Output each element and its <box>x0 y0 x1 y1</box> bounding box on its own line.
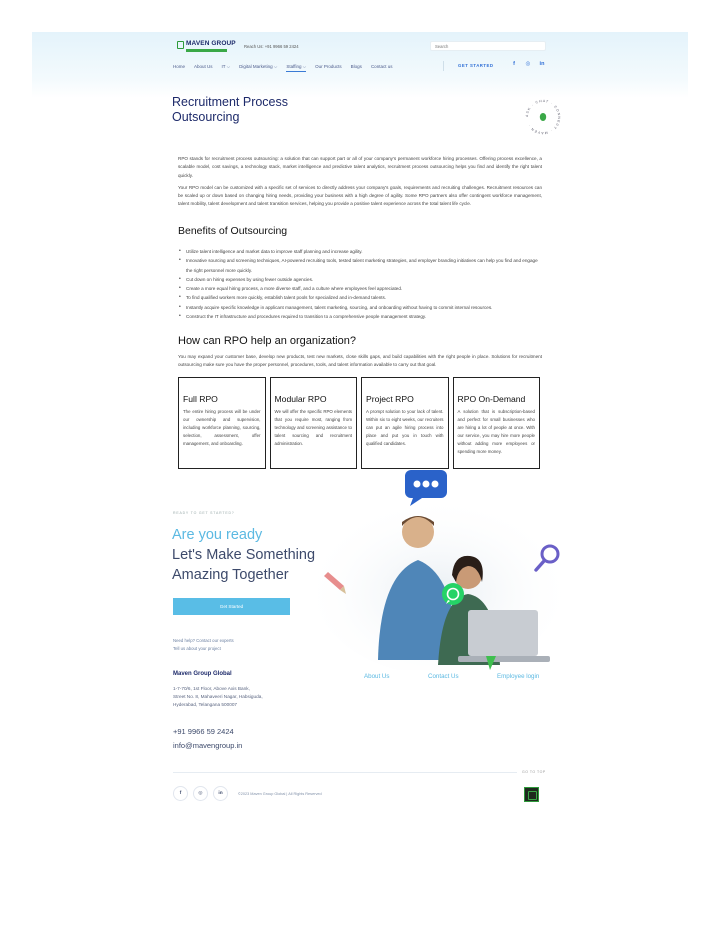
search-input[interactable] <box>430 41 546 51</box>
card-body: A solution that is subscription-based and perfect for small businesses who are hiring a lot of people at once. With our service, you may hire more people without adding more employees or spending more money. <box>457 409 535 454</box>
header-social-links <box>511 61 545 67</box>
card-full-rpo <box>178 377 266 469</box>
rpo-model-cards <box>178 377 540 469</box>
logo-text: MAVEN GROUP <box>186 40 236 47</box>
need-help-line2: Tell us about your project <box>173 646 221 651</box>
list-item: • Construct the IT infrastructure and procedures required to transition to a comprehensive people management strategy. <box>178 312 542 321</box>
site-header <box>32 32 688 98</box>
whatsapp-icon[interactable] <box>442 583 464 605</box>
nav-about-us[interactable]: About Us <box>194 64 213 69</box>
badge-circular-text: ASK · CHAT · CONNECT · MAVEN · <box>524 98 562 136</box>
linkedin-icon[interactable]: in <box>213 786 228 801</box>
list-item: • Instantly acquire specific knowledge in applicant management, talent marketing, sourcing, and onboarding without having to commit internal resources. <box>178 303 542 312</box>
need-help-line1[interactable]: Need help? Contact our experts <box>173 638 234 643</box>
card-rpo-on-demand <box>453 377 541 469</box>
nav-it[interactable]: IT ⌵ <box>221 64 231 69</box>
page-title-line1: Recruitment Process <box>172 95 289 109</box>
card-title: Modular RPO <box>274 394 327 404</box>
instagram-icon[interactable]: ◎ <box>193 786 208 801</box>
card-project-rpo <box>361 377 449 469</box>
cta-headline-3: Amazing Together <box>172 567 289 583</box>
logo-mark-icon <box>177 41 184 49</box>
rpo-help-section <box>178 335 542 370</box>
cta-headline-1: Are you ready <box>172 527 263 543</box>
logo-underline <box>186 49 227 52</box>
benefits-section <box>178 225 542 321</box>
footer-divider <box>173 772 517 773</box>
reach-us-phone[interactable]: Reach Us: +91 9966 59 2424 <box>244 44 299 49</box>
facebook-icon[interactable]: f <box>513 61 515 67</box>
facebook-icon[interactable]: f <box>173 786 188 801</box>
copyright-text: ©2023 Maven Group Global | All Rights Reserved <box>238 792 322 796</box>
list-item: • Cut down on hiring expenses by using fewer outside agencies. <box>178 275 542 284</box>
page-title-line2: Outsourcing <box>172 110 240 124</box>
cta-headline-2: Let's Make Something <box>172 547 316 563</box>
benefits-list <box>178 247 542 321</box>
list-item: • Utilize talent intelligence and market data to improve staff planning and increase agility. <box>178 247 542 256</box>
rpo-help-heading: How can RPO help an organization? <box>178 335 356 347</box>
ready-tagline: READY TO GET STARTED? <box>173 511 235 515</box>
main-nav <box>173 62 392 72</box>
nav-divider <box>443 61 444 71</box>
footer-link-contact-us[interactable]: Contact Us <box>428 673 459 680</box>
card-title: RPO On-Demand <box>457 394 526 404</box>
people-at-laptop-illustration <box>318 470 578 670</box>
footer-email[interactable]: info@mavengroup.in <box>173 741 243 750</box>
nav-blogs[interactable]: Blogs <box>350 64 362 69</box>
intro-paragraph-2: Your RPO model can be customized with a specific set of services to directly address your company's goals, requirements and recruiting challenges. Recruitment resources can be scaled up or down based on changing hiring needs, providing your business with a high degree of agility. Some RPO partners also offer contingent workforce management, talent mobility, talent development and talent transition services, helping you provide a positive talent experience across the total talent life cycle. <box>178 184 542 207</box>
card-body: A prompt solution to your lack of talent. Within six to eight weeks, our recruiters can put an agile hiring process into place and put you in touch with qualified candidates. <box>366 409 444 446</box>
badge-leaf-icon <box>540 113 546 121</box>
nav-digital-marketing[interactable]: Digital Marketing ⌵ <box>239 64 278 69</box>
footer-address: 1-7-70/6, 1st Floor, Above Axis Bank, Street No. 8, Mahaveeri Nagar, Habsiguda, Hyderabad, Telangana 500007 <box>173 686 263 707</box>
card-title: Full RPO <box>183 394 218 404</box>
nav-our-products[interactable]: Our Products <box>315 64 342 69</box>
go-to-top-link[interactable]: GO TO TOP <box>522 770 546 774</box>
instagram-icon[interactable]: ◎ <box>525 61 531 67</box>
intro-section <box>178 155 542 209</box>
list-item: • Create a more equal hiring process, a more diverse staff, and a culture where employees feel appreciated. <box>178 284 542 293</box>
intro-paragraph-1: RPO stands for recruitment process outsourcing: a solution that can support part or all of your company's permanent workforce hiring processes. Offering process excellence, a scalable model, cost savings, a technology stack, market intelligence and predictive talent analytics, recruitment process outsourcing helps you find and identify the right talent quickly. <box>178 156 542 178</box>
benefits-heading: Benefits of Outsourcing <box>178 225 288 237</box>
list-item: • To find qualified workers more quickly, establish talent pools for specialized and in-demand talents. <box>178 293 542 302</box>
linkedin-icon[interactable]: in <box>539 61 545 67</box>
get-started-button[interactable]: Get Started <box>173 598 290 615</box>
need-help-text <box>173 637 234 653</box>
list-item: • Innovative sourcing and screening techniques, AI-powered recruiting tools, tested talent marketing strategies, and employer branding initiatives can help you find and engage the right personnel more quickly. <box>178 256 542 275</box>
nav-staffing[interactable]: Staffing ⌵ <box>286 62 306 72</box>
footer-company-name: Maven Group Global <box>173 671 232 677</box>
nav-home[interactable]: Home <box>173 64 186 69</box>
card-body: We will offer the specific RPO elements that you require most, ranging from technology and screening assistance to talent sourcing and recruitment administration. <box>274 409 352 446</box>
card-modular-rpo <box>270 377 358 469</box>
footer-phone[interactable]: +91 9966 59 2424 <box>173 727 234 736</box>
site-logo[interactable] <box>177 40 236 54</box>
card-title: Project RPO <box>366 394 414 404</box>
card-body: The entire hiring process will be under our ownership and supervision, including workforce planning, sourcing, selection, assessment, offer management, and onboarding. <box>183 409 261 446</box>
page-title <box>172 95 288 125</box>
footer-link-about-us[interactable]: About Us <box>364 673 390 680</box>
laptop <box>458 610 550 662</box>
nav-contact-us[interactable]: Contact us <box>370 64 393 69</box>
rpo-help-paragraph: You may expand your customer base, develop new products, test new markets, close skills gaps, and build capabilities with the right people in place. Solutions for recruitment outsourcing make sure you have the proper personnel, procedures, tools, and talent information available to carry out that goal. <box>178 354 542 368</box>
get-started-nav-button[interactable]: GET STARTED <box>458 63 494 68</box>
footer-link-employee-login[interactable]: Employee login <box>497 673 540 680</box>
badge-svg <box>523 97 563 137</box>
footer-social-links <box>173 786 228 801</box>
footer-logo-icon[interactable] <box>524 787 539 802</box>
rotating-badge[interactable] <box>523 97 563 137</box>
